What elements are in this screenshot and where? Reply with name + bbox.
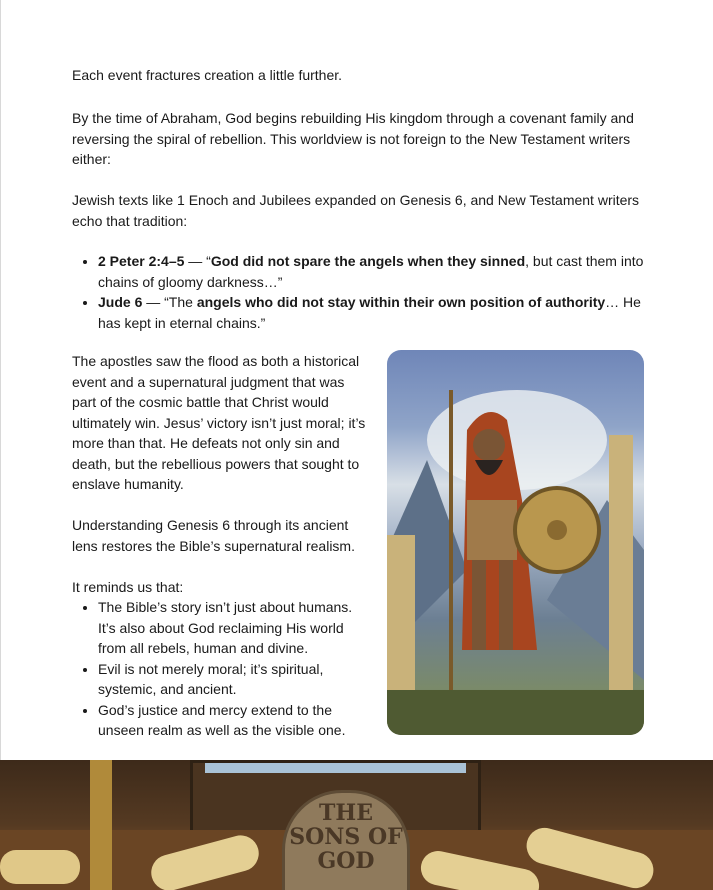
paragraph-apostles: The apostles saw the flood as both a historical event and a supernatural judgment that was part of the cosmic battle that Christ would ultimately win. Jesus’ victory isn’t just moral; it’s more than that. He defeats not only sin and death, but the rebellious powers that sought to enslave humanity. [72, 353, 366, 492]
paragraph-creation: Each event fractures creation a little further. [72, 67, 343, 83]
quote-dash: — “ [184, 253, 211, 269]
candelabra-icon [90, 760, 112, 890]
paragraph-understanding: Understanding Genesis 6 through its ancient lens restores the Bible’s supernatural realism. [72, 517, 355, 554]
quote-bold: God did not spare the angels when they sinned [210, 253, 526, 269]
quote-rest: , but cast them into chains of gloomy darkness…” [98, 253, 644, 290]
list-item: • God’s justice and mercy extend to the unseen realm as well as the visible one. [98, 700, 368, 741]
quote-dash: — “The [142, 294, 197, 310]
quote-list [72, 251, 647, 333]
warrior-figure-icon [387, 350, 644, 735]
quote-item [98, 292, 647, 333]
page-edge [0, 0, 1, 760]
list-item: • The Bible’s story isn’t just about humans. It’s also about God reclaiming His world from all rebels, human and divine. [98, 597, 368, 659]
sons-of-god-banner [0, 760, 713, 890]
quote-rest: … He has kept in eternal chains.” [98, 294, 641, 331]
quote-ref: 2 Peter 2:4–5 [98, 253, 185, 269]
paragraph-jewish-texts: Jewish texts like 1 Enoch and Jubilees expanded on Genesis 6, and New Testament writers echo that tradition: [72, 192, 640, 229]
paragraph-abraham: By the time of Abraham, God begins rebuilding His kingdom through a covenant family and reversing the spiral of rebellion. This worldview is not foreign to the New Testament writers either: [72, 110, 634, 167]
scroll-icon [0, 850, 80, 884]
stone-tablet: THE SONS OF GOD [282, 790, 410, 890]
paragraph-reminds: It reminds us that: [72, 579, 184, 595]
list-item: • Evil is not merely moral; it’s spiritual, systemic, and ancient. [98, 659, 368, 700]
quote-ref: Jude 6 [98, 294, 143, 310]
reminder-list [72, 597, 368, 741]
quote-bold: angels who did not stay within their own position of authority [196, 294, 606, 310]
quote-item [98, 251, 647, 292]
warrior-illustration [387, 350, 644, 735]
